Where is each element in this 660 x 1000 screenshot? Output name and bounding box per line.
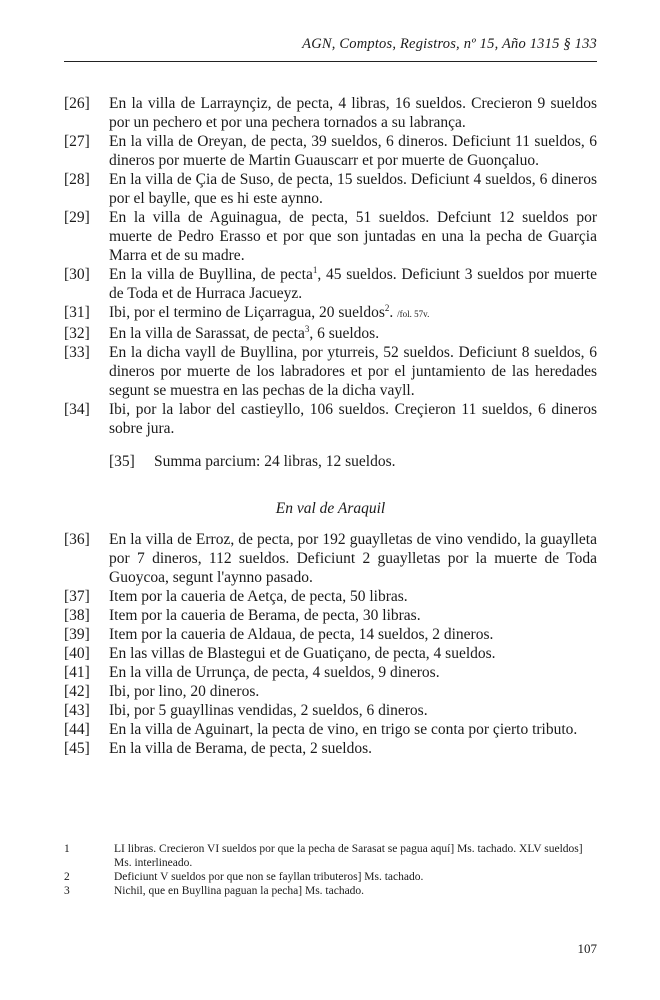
entry-27 bbox=[64, 132, 597, 170]
footnote-1 bbox=[64, 842, 597, 870]
entry-number: [42] bbox=[64, 683, 90, 700]
entry-text: Ibi, por la labor del castieyllo, 106 sueldos. Creçieron 11 sueldos, 6 dineros sobre jura. bbox=[109, 401, 597, 437]
entry-number: [38] bbox=[64, 607, 90, 624]
section-title: En val de Araquil bbox=[275, 500, 386, 517]
entry-text: En la villa de Sarassat, de pecta bbox=[109, 325, 305, 342]
running-header bbox=[64, 36, 597, 68]
entry-text: En la villa de Berama, de pecta, 2 sueldos. bbox=[109, 740, 372, 757]
entry-text: En la villa de Erroz, de pecta, por 192 guaylletas de vino vendido, la guaylleta por 7 dineros, 112 sueldos. Deficiunt 2 guaylletas por la muerte de Toda Guoycoa, segunt l'aynno pasado. bbox=[109, 531, 597, 586]
footnote-2 bbox=[64, 870, 597, 884]
header-rule bbox=[64, 61, 597, 62]
entry-45 bbox=[64, 739, 597, 758]
running-title: AGN, Comptos, Registros, nº 15, Año 1315 § 133 bbox=[302, 36, 597, 52]
footnote-number: 1 bbox=[64, 843, 70, 855]
entry-number: [28] bbox=[64, 171, 90, 188]
summary-line bbox=[109, 452, 597, 471]
entry-number: [32] bbox=[64, 325, 90, 342]
entry-text: En la villa de Oreyan, de pecta, 39 sueldos, 6 dineros. Deficiunt 11 sueldos, 6 dineros por muerte de Martin Guauscarr et por muerte de Guonçaluo. bbox=[109, 133, 597, 169]
footnote-ref[interactable]: 1 bbox=[312, 264, 318, 275]
entry-31 bbox=[64, 303, 597, 324]
entry-text: En la villa de Urrunça, de pecta, 4 sueldos, 9 dineros. bbox=[109, 664, 440, 681]
entry-text: Item por la caueria de Berama, de pecta, 30 libras. bbox=[109, 607, 421, 624]
entry-text: Item por la caueria de Aetça, de pecta, 50 libras. bbox=[109, 588, 408, 605]
entry-text-cont: , 6 sueldos. bbox=[309, 325, 380, 342]
entry-number: [39] bbox=[64, 626, 90, 643]
entry-number: [40] bbox=[64, 645, 90, 662]
entry-text: En las villas de Blastegui et de Guatiçano, de pecta, 4 sueldos. bbox=[109, 645, 496, 662]
entry-28 bbox=[64, 170, 597, 208]
entry-number: [31] bbox=[64, 304, 90, 321]
entry-42 bbox=[64, 682, 597, 701]
footnote-ref[interactable]: 2 bbox=[384, 302, 390, 313]
entry-number: [29] bbox=[64, 209, 90, 226]
entry-number: [36] bbox=[64, 531, 90, 548]
entry-text-cont: , 45 sueldos. Deficiunt 3 sueldos por muerte de Toda et de Hurraca Jacueyz. bbox=[109, 266, 598, 302]
footnote-text: Nichil, que en Buyllina paguan la pecha] Ms. tachado. bbox=[114, 885, 365, 897]
entry-text: En la villa de Larraynçiz, de pecta, 4 libras, 16 sueldos. Crecieron 9 sueldos por un pechero et por una pechera tornados a su labrança. bbox=[109, 95, 597, 131]
entry-number: [44] bbox=[64, 721, 90, 738]
entry-44 bbox=[64, 720, 597, 739]
entry-number: [27] bbox=[64, 133, 90, 150]
entry-text: En la villa de Buyllina, de pecta bbox=[109, 266, 313, 283]
entry-32 bbox=[64, 324, 597, 343]
entry-number: [34] bbox=[64, 401, 90, 418]
entry-number: [30] bbox=[64, 266, 90, 283]
entry-30 bbox=[64, 265, 597, 303]
entry-number: [37] bbox=[64, 588, 90, 605]
entry-number: [43] bbox=[64, 702, 90, 719]
footnote-text: Deficiunt V sueldos por que non se fayllan tributeros] Ms. tachado. bbox=[114, 871, 424, 883]
folio-marker: /fol. 57v. bbox=[397, 309, 430, 319]
footnote-3 bbox=[64, 884, 597, 898]
page-number: 107 bbox=[577, 941, 597, 956]
entry-39 bbox=[64, 625, 597, 644]
entry-41 bbox=[64, 663, 597, 682]
entry-43 bbox=[64, 701, 597, 720]
footnotes bbox=[64, 842, 597, 898]
entry-text: En la villa de Çia de Suso, de pecta, 15 sueldos. Deficiunt 4 sueldos, 6 dineros por el baylle, que es hi este aynno. bbox=[109, 171, 597, 207]
entry-text: Ibi, por el termino de Liçarragua, 20 sueldos bbox=[109, 304, 385, 321]
entry-40 bbox=[64, 644, 597, 663]
entry-text: Ibi, por 5 guayllinas vendidas, 2 sueldos, 6 dineros. bbox=[109, 702, 428, 719]
entry-number: [41] bbox=[64, 664, 90, 681]
entry-38 bbox=[64, 606, 597, 625]
footnote-text: LI libras. Crecieron VI sueldos por que la pecha de Sarasat se pagua aquí] Ms. tachado. XLV sueldos] Ms. interlineado. bbox=[114, 843, 583, 869]
entry-text: Item por la caueria de Aldaua, de pecta, 14 sueldos, 2 dineros. bbox=[109, 626, 494, 643]
entry-text: Ibi, por lino, 20 dineros. bbox=[109, 683, 260, 700]
entry-number: [45] bbox=[64, 740, 90, 757]
footnote-number: 3 bbox=[64, 885, 70, 897]
footnote-number: 2 bbox=[64, 871, 70, 883]
entry-text-cont: . bbox=[389, 304, 398, 321]
entry-26 bbox=[64, 94, 597, 132]
entry-33 bbox=[64, 343, 597, 400]
entry-34 bbox=[64, 400, 597, 438]
entry-text: En la villa de Aguinart, la pecta de vino, en trigo se conta por çierto tributo. bbox=[109, 721, 578, 738]
entry-number: [26] bbox=[64, 95, 90, 112]
entry-number: [33] bbox=[64, 344, 90, 361]
entry-36 bbox=[64, 530, 597, 587]
entry-text: En la dicha vayll de Buyllina, por yturreis, 52 sueldos. Deficiunt 8 sueldos, 6 dineros por muerte de los labradores et por el juntamiento de las heredades segunt se muestra en las pechas de la dicha vayll. bbox=[109, 344, 597, 399]
entry-29 bbox=[64, 208, 597, 265]
entry-text: En la villa de Aguinagua, de pecta, 51 sueldos. Defciunt 12 sueldos por muerte de Pedro Erasso et por que son juntadas en una la pecha de Guarçia Marra et de su madre. bbox=[109, 209, 597, 264]
entry-37 bbox=[64, 587, 597, 606]
footnote-ref[interactable]: 3 bbox=[304, 323, 310, 334]
summary-text: Summa parcium: 24 libras, 12 sueldos. bbox=[154, 453, 396, 470]
entry-number: [35] bbox=[109, 453, 135, 470]
document-body bbox=[64, 94, 597, 758]
